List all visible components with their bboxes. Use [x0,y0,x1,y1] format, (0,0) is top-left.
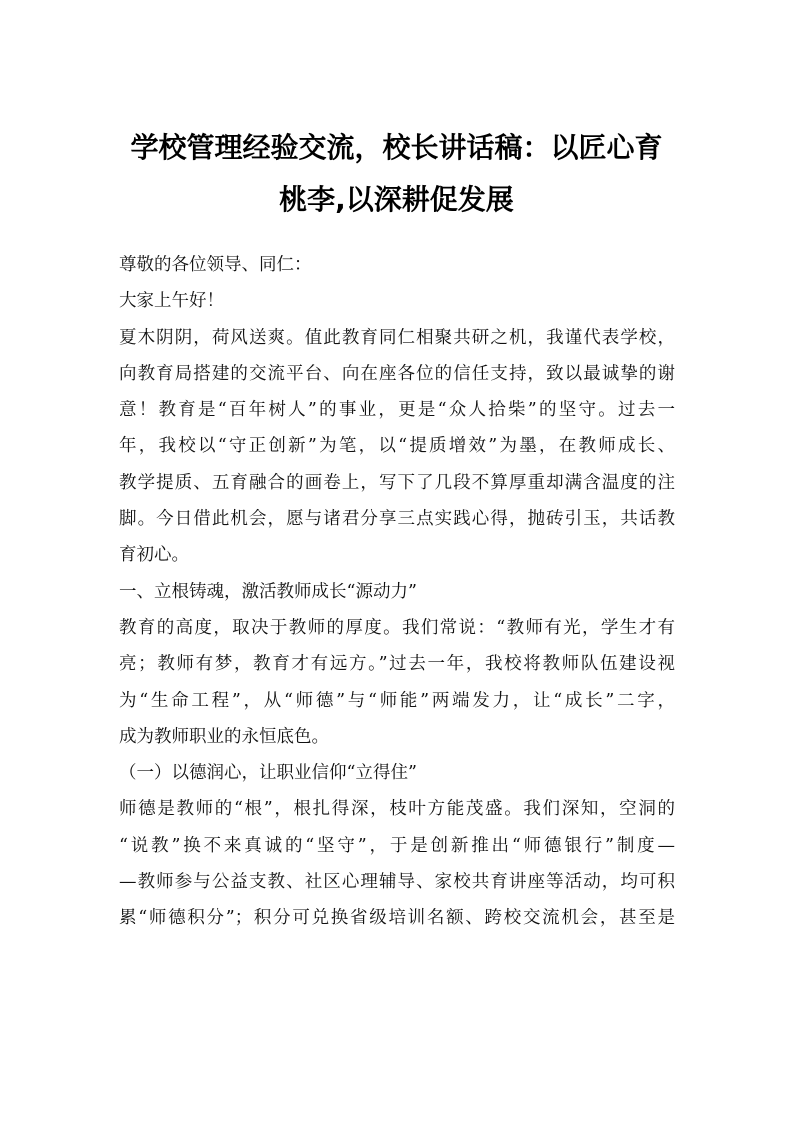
paragraph-line: 成为教师职业的永恒底色。 [119,726,329,747]
paragraph-line: 教育的高度，取决于教师的厚度。我们常说：“教师有光，学生才有 [119,617,675,638]
document-title [100,122,693,226]
paragraph-line: 教学提质、五育融合的画卷上，写下了几段不算厚重却满含温度的注 [119,472,675,493]
paragraph-line: 师德是教师的“根”，根扎得深，枝叶方能茂盛。我们深知，空洞的 [119,799,675,820]
salutation: 尊敬的各位领导、同仁： [119,255,312,275]
paragraph-line: 育初心。 [119,545,189,566]
paragraph-line: 向教育局搭建的交流平台、向在座各位的信任支持，致以最诚挚的谢 [119,363,675,384]
paragraph-line: 意！教育是“百年树人”的事业，更是“众人拾柴”的坚守。过去一 [119,400,675,421]
paragraph-line: 累“师德积分”；积分可兑换省级培训名额、跨校交流机会，甚至是 [119,908,675,929]
subsection-heading: （一）以德润心，让职业信仰“立得住” [119,763,417,784]
paragraph-line: 年，我校以“守正创新”为笔，以“提质增效”为墨，在教师成长、 [119,436,675,457]
title-line-1: 学校管理经验交流，校长讲话稿：以匠心育 [130,131,663,164]
section-heading: 一、立根铸魂，激活教师成长“源动力” [119,581,417,602]
title-line-2: 桃李,以深耕促发展 [279,183,514,216]
paragraph-line: 夏木阴阴，荷风送爽。值此教育同仁相聚共研之机，我谨代表学校， [119,327,675,348]
document-body [119,247,675,937]
paragraph-line: 脚。今日借此机会，愿与诸君分享三点实践心得，抛砖引玉，共话教 [119,509,675,530]
paragraph-line: 亮；教师有梦，教育才有远方。”过去一年，我校将教师队伍建设视 [119,654,675,675]
paragraph-line: —教师参与公益支教、社区心理辅导、家校共育讲座等活动，均可积 [119,872,675,893]
paragraph-line: 为“生命工程”，从“师德”与“师能”两端发力，让“成长”二字， [119,690,675,711]
greeting: 大家上午好！ [119,291,224,312]
paragraph-line: “说教”换不来真诚的“坚守”，于是创新推出“师德银行”制度— [119,835,675,856]
